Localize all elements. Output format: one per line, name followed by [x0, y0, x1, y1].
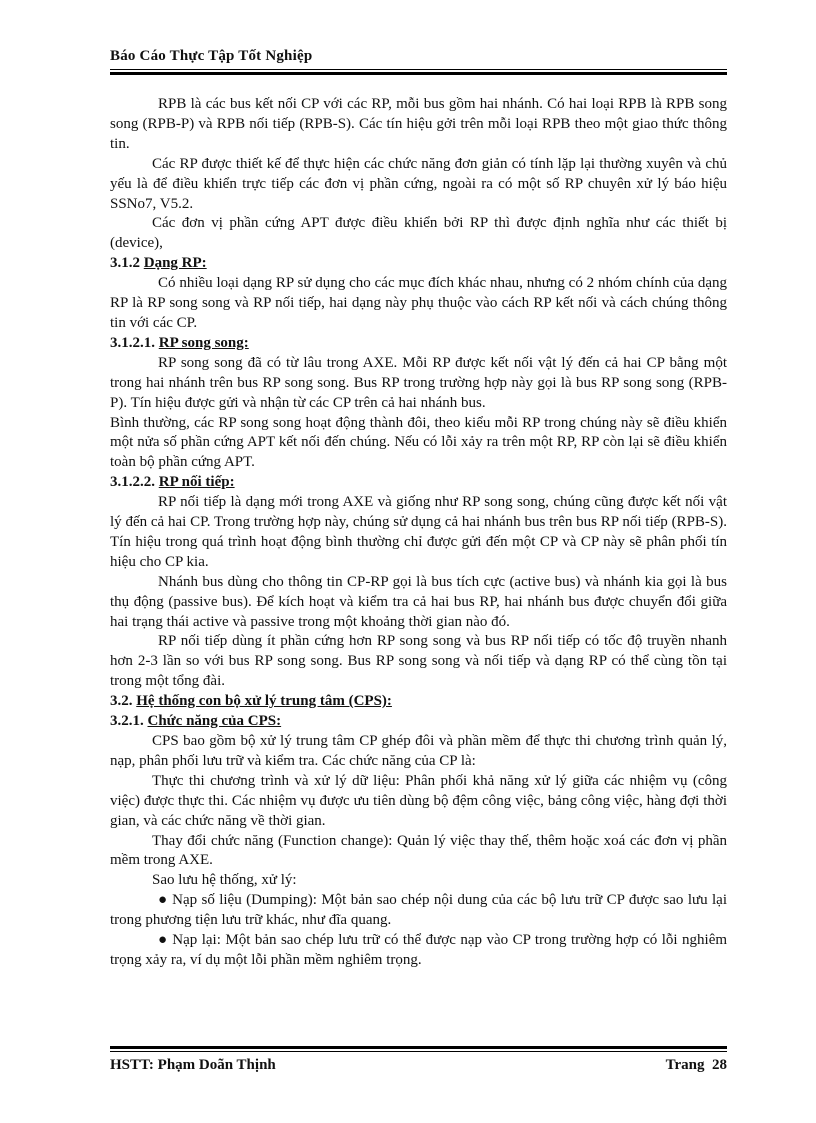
paragraph: Thay đổi chức năng (Function change): Quản lý việc thay thế, thêm hoặc xoá các đơn vị phần mềm trong AXE. [110, 832, 727, 869]
section-heading [110, 473, 727, 493]
section-title: Hệ thống con bộ xử lý trung tâm (CPS): [136, 693, 392, 710]
section-title: RP nối tiếp: [158, 474, 235, 491]
paragraph: Nhánh bus dùng cho thông tin CP-RP gọi là bus tích cực (active bus) và nhánh kia gọi là bus thụ động (passive bus). Để kích hoạt và kiểm tra cả hai bus RP, hai nhánh bus được chuyển đổi giữa hai trạng thái active và passive trong một khoảng thời gian nào đó. [110, 573, 727, 630]
paragraph: RP song song đã có từ lâu trong AXE. Mỗi RP được kết nối vật lý đến cả hai CP bằng một trong hai nhánh trên bus RP song song. Bus RP trong trường hợp này gọi là bus RP song song (RPB-P). Tín hiệu được gửi và nhận từ các CP trên cả hai nhánh bus. [110, 354, 727, 411]
paragraph: Các đơn vị phần cứng APT được điều khiển bởi RP thì được định nghĩa như các thiết bị (device), [110, 215, 727, 252]
page-label: Trang [665, 1057, 705, 1073]
section-number: 3.1.2 [110, 255, 140, 272]
paragraph: Sao lưu hệ thống, xử lý: [152, 872, 297, 889]
section-heading [110, 692, 727, 712]
footer-rule-thick [110, 1046, 727, 1049]
section-number: 3.2. [110, 693, 133, 710]
paragraph: RP nối tiếp là dạng mới trong AXE và giống như RP song song, chúng cũng được kết nối vật lý đến cả hai CP. Trong trường hợp này, chúng sử dụng cả hai nhánh bus trên bus RP nối tiếp (RPB-S). Tín hiệu trong quá trình hoạt động bình thường chỉ được gửi đến một CP và CP này sẽ phân phối tín hiệu cho CP kia. [110, 494, 727, 570]
paragraph: Các RP được thiết kế để thực hiện các chức năng đơn giản có tính lặp lại thường xuyên và chủ yếu là để điều khiển trực tiếp các đơn vị phần cứng, ngoài ra có một số RP chuyên xử lý báo hiệu SSNo7, V5.2. [110, 155, 727, 212]
bullet-text: Nạp số liệu (Dumping): Một bản sao chép nội dung của các bộ lưu trữ CP được sao lưu lại trong phương tiện lưu trữ khác, như đĩa quang. [110, 892, 728, 929]
footer-page [666, 1057, 727, 1074]
bullet-item [110, 931, 727, 971]
section-title: Chức năng của CPS: [147, 713, 282, 730]
bullet-icon: ● [158, 932, 168, 949]
page-header-title: Báo Cáo Thực Tập Tốt Nghiệp [110, 48, 313, 64]
section-number: 3.1.2.1. [110, 334, 155, 351]
section-number: 3.2.1. [110, 713, 144, 730]
bullet-text: Nạp lại: Một bản sao chép lưu trữ có thể được nạp vào CP trong trường hợp có lỗi nghiêm trọng xảy ra, ví dụ một lỗi phần mềm nghiêm trọng. [110, 932, 728, 968]
bullet-icon: ● [158, 892, 168, 909]
document-body [110, 95, 727, 971]
paragraph: Thực thi chương trình và xử lý dữ liệu: Phân phối khả năng xử lý giữa các nhiệm vụ (công việc) được thực thi. Các nhiệm vụ được ưu tiên dùng bộ đệm công việc, bảng công việc, hàng đợi thời gian, và các chức năng về thời gian. [110, 772, 727, 829]
bullet-item [110, 891, 727, 931]
paragraph: CPS bao gồm bộ xử lý trung tâm CP ghép đôi và phần mềm để thực thi chương trình quản lý, nạp, phân phối lưu trữ và kiểm tra. Các chức năng của CP là: [110, 733, 727, 769]
section-heading [110, 334, 727, 354]
section-number: 3.1.2.2. [110, 474, 155, 491]
section-heading [110, 712, 727, 732]
section-title: RP song song: [158, 334, 249, 351]
header-rule-thick [110, 72, 727, 75]
header-rule-thin [110, 69, 727, 70]
footer-author: HSTT: Phạm Doãn Thịnh [110, 1057, 276, 1073]
page-number: 28 [712, 1057, 727, 1073]
footer-rule-thin [110, 1051, 727, 1052]
paragraph: Có nhiều loại dạng RP sử dụng cho các mục đích khác nhau, nhưng có 2 nhóm chính của dạng RP là RP song song và RP nối tiếp, hai dạng này phụ thuộc vào cách RP kết nối và cách chúng thông tin với các CP. [110, 275, 727, 331]
paragraph: Bình thường, các RP song song hoạt động thành đôi, theo kiểu mỗi RP trong chúng này sẽ điều khiển một nửa số phần cứng APT kết nối đến chúng. Nếu có lỗi xảy ra trên một RP, RP còn lại sẽ điều khiển toàn bộ phần cứng APT. [110, 414, 727, 471]
section-title: Dạng RP: [143, 255, 207, 272]
paragraph: RPB là các bus kết nối CP với các RP, mỗi bus gồm hai nhánh. Có hai loại RPB là RPB song song (RPB-P) và RPB nối tiếp (RPB-S). Các tín hiệu gởi trên mỗi loại RPB theo một giao thức thông tin. [110, 96, 727, 152]
paragraph: RP nối tiếp dùng ít phần cứng hơn RP song song và bus RP nối tiếp có tốc độ truyền nhanh hơn 2-3 lần so với bus RP song song. Bus RP song song và nối tiếp và dạng RP có thể cùng tồn tại trong một tổng đài. [110, 633, 727, 690]
page-footer [110, 1057, 727, 1074]
section-heading [110, 254, 727, 274]
